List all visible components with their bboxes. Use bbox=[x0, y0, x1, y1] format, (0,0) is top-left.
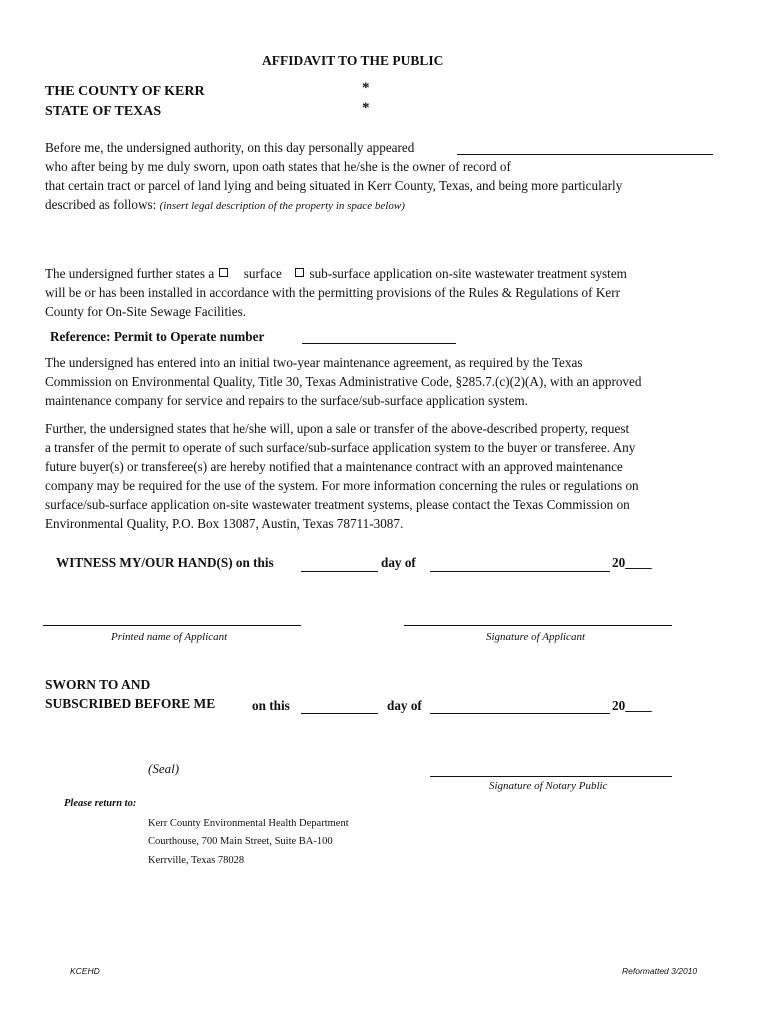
footer-revision-note: Reformatted 3/2010 bbox=[622, 966, 698, 976]
return-address-line-3: Kerrville, Texas 78028 bbox=[148, 855, 245, 866]
system-statement-paragraph bbox=[45, 264, 695, 321]
subsurface-option-label: sub-surface application on-site wastewater treatment system bbox=[309, 266, 627, 281]
sworn-year-label: 20____ bbox=[612, 698, 652, 713]
transfer-line-4: company may be required for the use of the system. For more information concerning the rules or regulations on bbox=[45, 478, 639, 493]
applicant-signature-caption: Signature of Applicant bbox=[486, 631, 585, 643]
transfer-line-5: surface/sub-surface application on-site wastewater treatment systems, please contact the Texas Commission on bbox=[45, 497, 630, 512]
maintenance-line-2: Commission on Environmental Quality, Title 30, Texas Administrative Code, §285.7.(c)(2)(A), with an approved bbox=[45, 374, 642, 389]
notary-signature-field[interactable] bbox=[430, 776, 672, 777]
intro-line-3: that certain tract or parcel of land lying and being situated in Kerr County, Texas, and being more particularly bbox=[45, 178, 623, 193]
transfer-line-2: a transfer of the permit to operate of such surface/sub-surface application system to the buyer or transferee. Any bbox=[45, 440, 636, 455]
witness-month-field[interactable] bbox=[430, 571, 610, 572]
return-address-line-2: Courthouse, 700 Main Street, Suite BA-100 bbox=[148, 836, 333, 847]
witness-year-label: 20____ bbox=[612, 555, 652, 570]
maintenance-line-3: maintenance company for service and repairs to the surface/sub-surface application system. bbox=[45, 393, 528, 408]
subsurface-checkbox[interactable] bbox=[295, 268, 304, 277]
seal-label: (Seal) bbox=[148, 761, 180, 776]
sworn-month-field[interactable] bbox=[430, 713, 610, 714]
transfer-line-3: future buyer(s) or transferee(s) are hereby notified that a maintenance contract with an approved maintenance bbox=[45, 459, 623, 474]
intro-paragraph bbox=[45, 138, 695, 216]
witness-day-field[interactable] bbox=[301, 571, 378, 572]
venue-star-1: * bbox=[362, 80, 370, 96]
maintenance-line-1: The undersigned has entered into an initial two-year maintenance agreement, as required by the Texas bbox=[45, 355, 583, 370]
return-address-line-1: Kerr County Environmental Health Department bbox=[148, 818, 349, 829]
sworn-day-field[interactable] bbox=[301, 713, 378, 714]
appeared-name-field[interactable] bbox=[457, 154, 713, 155]
intro-line-4 bbox=[45, 195, 695, 216]
intro-line-4-lead: described as follows: bbox=[45, 197, 160, 212]
witness-day-of-label: day of bbox=[381, 555, 416, 570]
surface-checkbox[interactable] bbox=[219, 268, 228, 277]
transfer-line-1: Further, the undersigned states that he/she will, upon a sale or transfer of the above-described property, request bbox=[45, 421, 630, 436]
transfer-line-6: Environmental Quality, P.O. Box 13087, Austin, Texas 78711-3087. bbox=[45, 516, 404, 531]
transfer-paragraph bbox=[45, 419, 695, 533]
legal-description-instruction: (insert legal description of the property in space below) bbox=[159, 200, 405, 212]
system-statement-line-1 bbox=[45, 264, 695, 283]
system-statement-line-2: will be or has been installed in accordance with the permitting provisions of the Rules & Regulations of Kerr bbox=[45, 285, 620, 300]
system-statement-lead: The undersigned further states a bbox=[45, 266, 215, 281]
printed-name-field[interactable] bbox=[43, 625, 301, 626]
intro-line-2: who after being by me duly sworn, upon oath states that he/she is the owner of record of bbox=[45, 159, 511, 174]
venue-star-2: * bbox=[362, 100, 370, 116]
system-statement-line-3: County for On-Site Sewage Facilities. bbox=[45, 304, 247, 319]
applicant-signature-field[interactable] bbox=[404, 625, 672, 626]
maintenance-paragraph bbox=[45, 353, 695, 410]
intro-line-1: Before me, the undersigned authority, on this day personally appeared bbox=[45, 140, 415, 155]
notary-signature-caption: Signature of Notary Public bbox=[489, 780, 608, 792]
permit-reference-label: Reference: Permit to Operate number bbox=[50, 329, 265, 344]
witness-label: WITNESS MY/OUR HAND(S) on this bbox=[56, 555, 274, 570]
sworn-label-line-1: SWORN TO AND bbox=[45, 677, 151, 692]
sworn-on-this-label: on this bbox=[252, 698, 290, 713]
document-title: AFFIDAVIT TO THE PUBLIC bbox=[262, 53, 444, 68]
state-label: STATE OF TEXAS bbox=[45, 104, 162, 119]
return-label: Please return to: bbox=[64, 798, 137, 809]
footer-agency-code: KCEHD bbox=[70, 966, 100, 976]
printed-name-caption: Printed name of Applicant bbox=[111, 631, 228, 643]
surface-option-label: surface bbox=[243, 266, 282, 281]
permit-number-field[interactable] bbox=[302, 343, 456, 344]
legal-description-area[interactable] bbox=[45, 218, 713, 258]
sworn-label-line-2: SUBSCRIBED BEFORE ME bbox=[45, 696, 216, 711]
county-label: THE COUNTY OF KERR bbox=[45, 84, 205, 99]
sworn-day-of-label: day of bbox=[387, 698, 422, 713]
